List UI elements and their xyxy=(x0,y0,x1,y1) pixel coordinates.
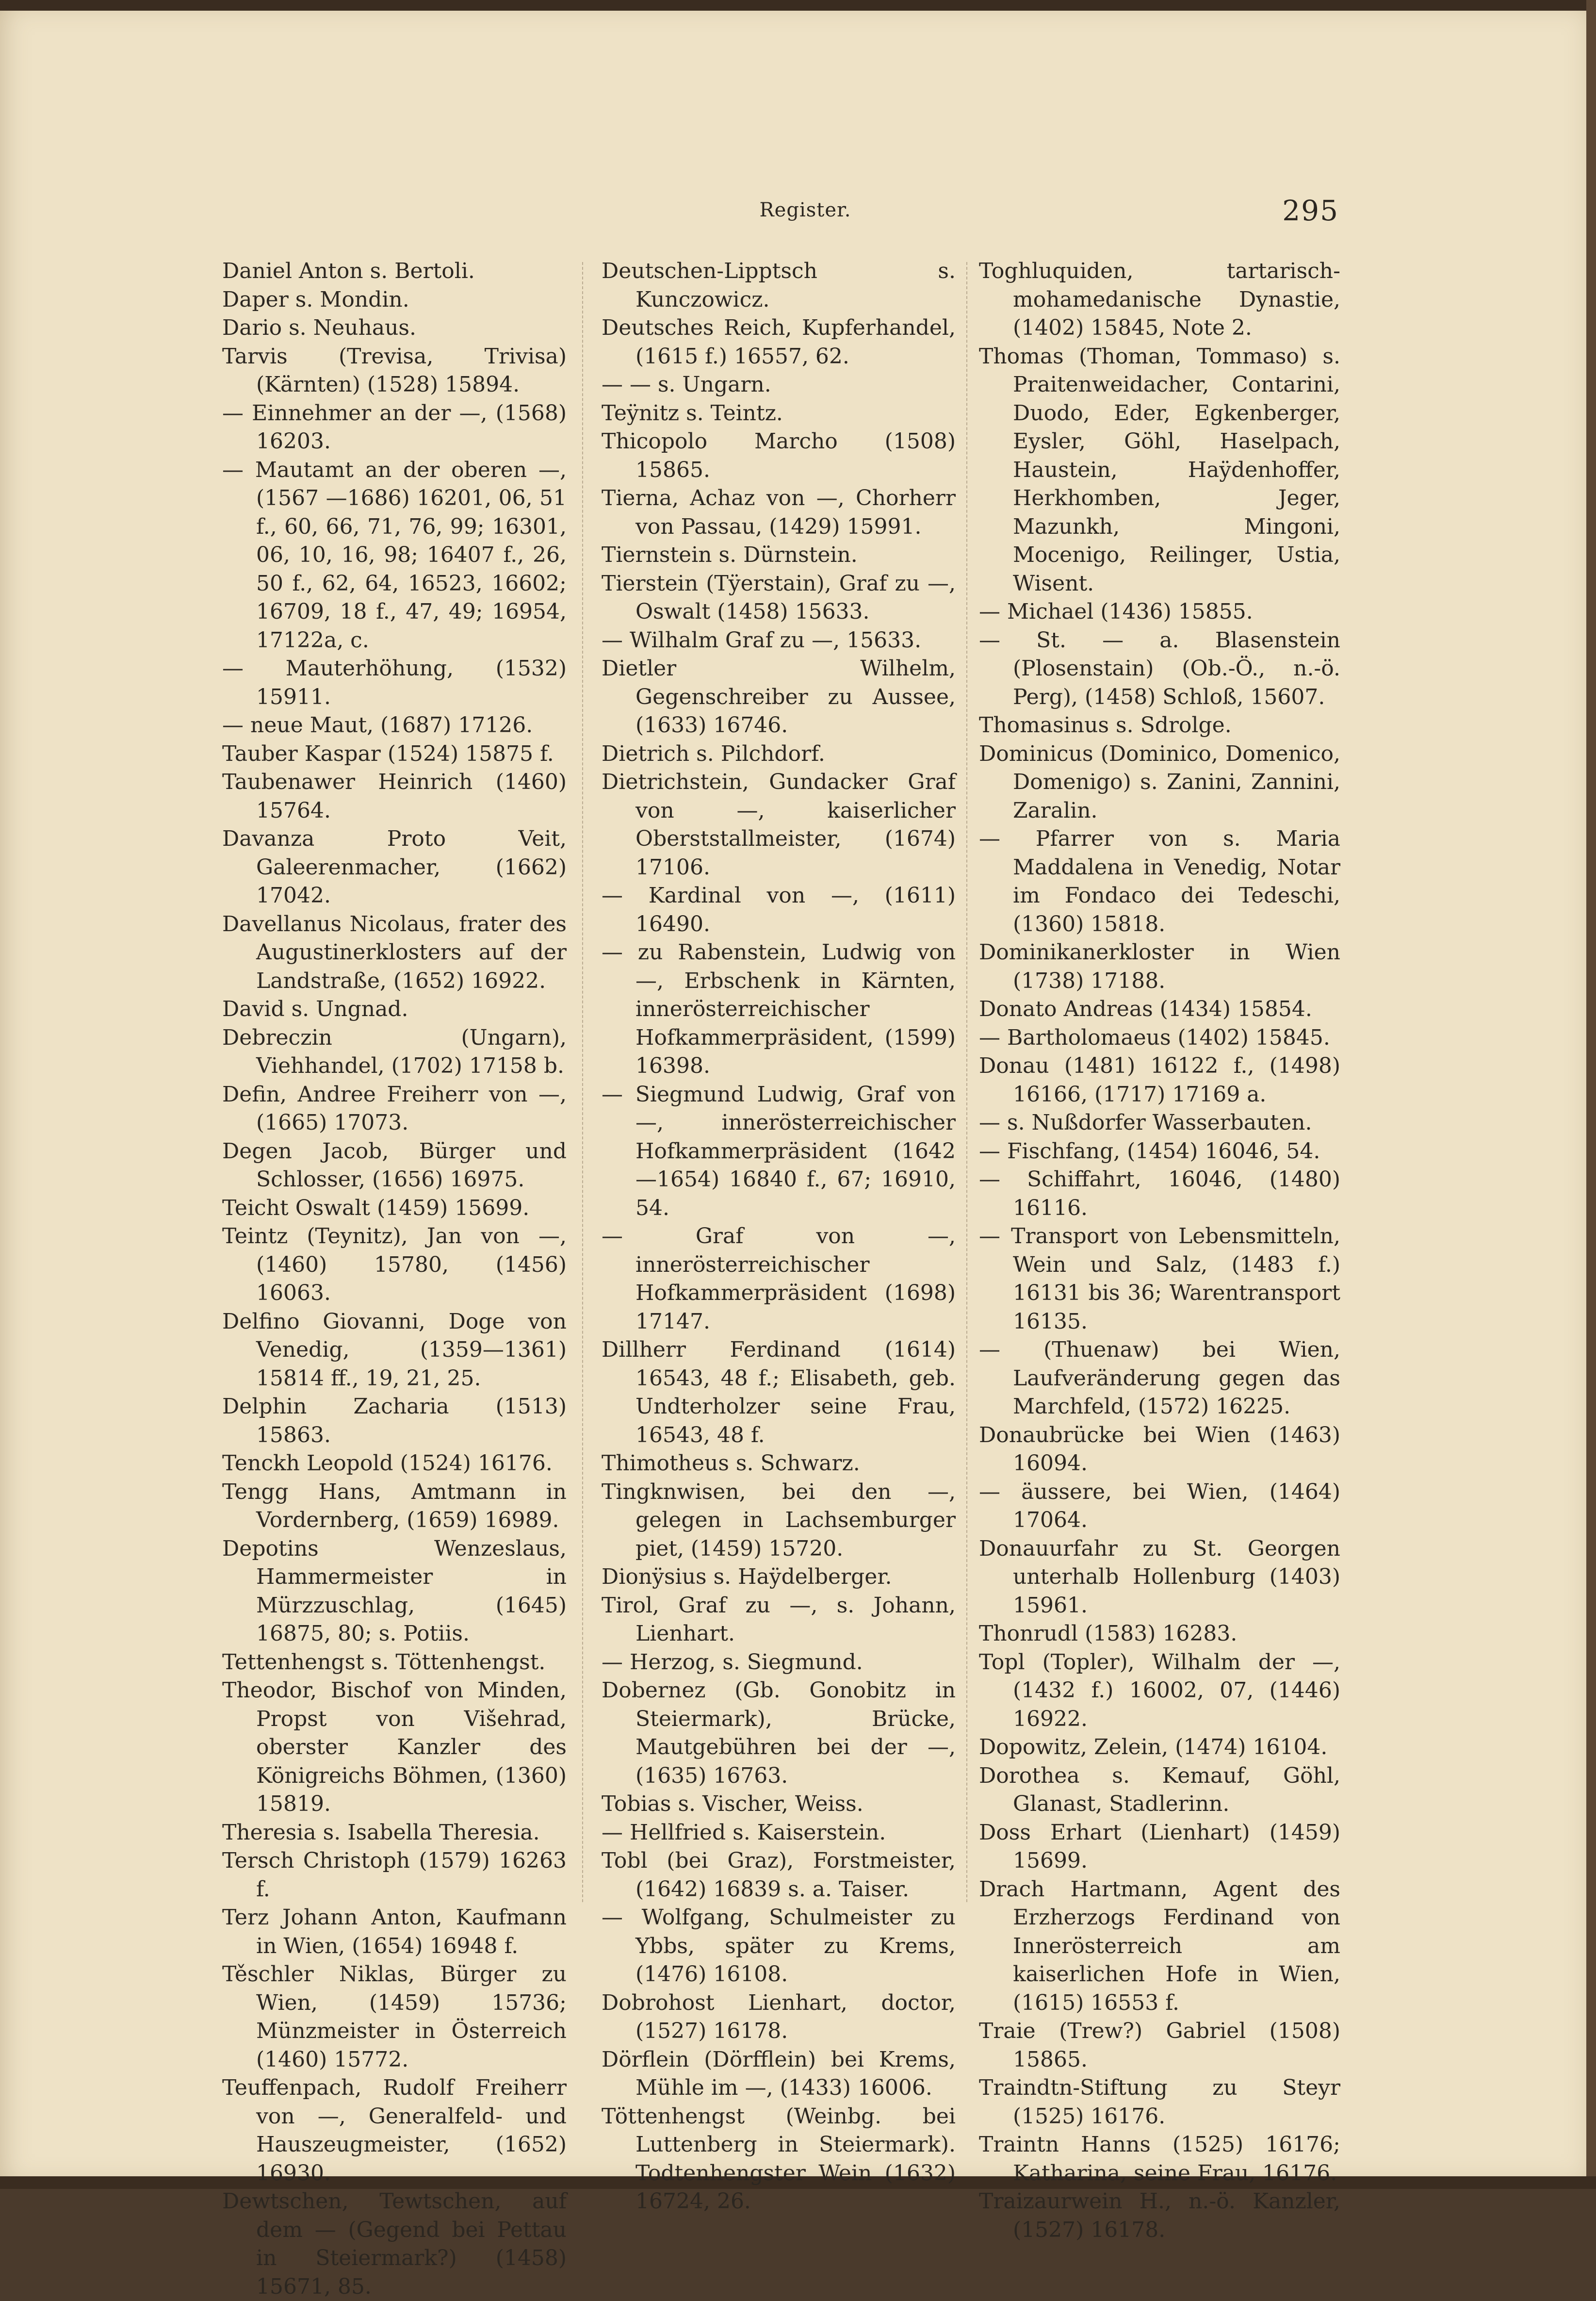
index-entry: Deutsches Reich, Kupferhandel, (1615 f.) 16557, 62. xyxy=(602,315,956,369)
index-entry: Theodor, Bischof von Minden, Propst von Višehrad, oberster Kanzler des Königreichs Böhmen, (1360) 15819. xyxy=(222,1678,567,1816)
index-entry: — Schiffahrt, 16046, (1480) 16116. xyxy=(979,1167,1340,1220)
index-entry: Dobrohost Lienhart, doctor, (1527) 16178. xyxy=(602,1990,956,2043)
index-entry: — Einnehmer an der —, (1568) 16203. xyxy=(222,400,567,454)
index-entry: Tauber Kaspar (1524) 15875 f. xyxy=(222,741,554,766)
index-entry: Tersch Christoph (1579) 16263 f. xyxy=(222,1848,567,1902)
index-entry: Dietrich s. Pilchdorf. xyxy=(602,741,825,766)
index-entry: — Transport von Lebensmitteln, Wein und Salz, (1483 f.) 16131 bis 36; Warentransport 16135. xyxy=(979,1224,1340,1334)
index-entry: Thonrudl (1583) 16283. xyxy=(979,1621,1238,1646)
index-entry: Dewtschen, Tewtschen, auf dem — (Gegend bei Pettau in Steiermark?) (1458) 15671, 85. xyxy=(222,2189,567,2299)
index-entry: — Fischfang, (1454) 16046, 54. xyxy=(979,1138,1320,1164)
index-entry: Daper s. Mondin. xyxy=(222,287,409,312)
index-entry: Tiernstein s. Dürnstein. xyxy=(602,542,858,567)
index-entry: Dietler Wilhelm, Gegenschreiber zu Aussee, (1633) 16746. xyxy=(602,656,956,738)
scan-border-right xyxy=(1586,0,1596,2189)
index-column-1 xyxy=(222,257,567,2301)
index-entry: Dobernez (Gb. Gonobitz in Steiermark), Brücke, Mautgebühren bei der —, (1635) 16763. xyxy=(602,1678,956,1788)
index-entry: Depotins Wenzeslaus, Hammermeister in Mürzzuschlag, (1645) 16875, 80; s. Potiis. xyxy=(222,1536,567,1646)
index-entry: Dominicus (Dominico, Domenico, Domenigo) s. Zanini, Zannini, Zaralin. xyxy=(979,741,1340,823)
column-divider xyxy=(582,262,583,1902)
index-entry: Degen Jacob, Bürger und Schlosser, (1656) 16975. xyxy=(222,1138,567,1192)
index-entry: Tierstein (Tÿerstain), Graf zu —, Oswalt (1458) 15633. xyxy=(602,571,956,624)
index-entry: Davellanus Nicolaus, frater des Augustinerklosters auf der Landstraße, (1652) 16922. xyxy=(222,911,567,993)
index-entry: Traintn Hanns (1525) 16176; Katharina, seine Frau, 16176. xyxy=(979,2132,1340,2186)
index-column-3 xyxy=(979,257,1340,2244)
index-entry: Thimotheus s. Schwarz. xyxy=(602,1451,860,1476)
index-column-2 xyxy=(602,257,956,2216)
index-entry: Dominikanerkloster in Wien (1738) 17188. xyxy=(979,940,1340,993)
index-entry: Donato Andreas (1434) 15854. xyxy=(979,997,1312,1021)
index-entry: Tengg Hans, Amtmann in Vordernberg, (1659) 16989. xyxy=(222,1479,567,1532)
index-entry: Traizaurwein H., n.-ö. Kanzler, (1527) 16178. xyxy=(979,2189,1340,2242)
index-entry: Drach Hartmann, Agent des Erzherzogs Ferdinand von Innerösterreich am kaiserlichen Hofe in Wien, (1615) 16553 f. xyxy=(979,1876,1340,2015)
index-entry: Traie (Trew?) Gabriel (1508) 15865. xyxy=(979,2019,1340,2072)
index-entry: — Bartholomaeus (1402) 15845. xyxy=(979,1025,1330,1050)
index-entry: Traindtn-Stiftung zu Steyr (1525) 16176. xyxy=(979,2075,1340,2129)
index-entry: Dorothea s. Kemauf, Göhl, Glanast, Stadlerinn. xyxy=(979,1763,1340,1816)
index-entry: Donau (1481) 16122 f., (1498) 16166, (1717) 17169 a. xyxy=(979,1053,1340,1107)
index-entry: — St. — a. Blasenstein (Plosenstain) (Ob.-Ö., n.-ö. Perg), (1458) Schloß, 15607. xyxy=(979,627,1340,709)
index-entry: — — s. Ungarn. xyxy=(602,372,771,397)
index-entry: Tierna, Achaz von —, Chorherr von Passau, (1429) 15991. xyxy=(602,486,956,539)
index-entry: Donaubrücke bei Wien (1463) 16094. xyxy=(979,1422,1340,1476)
index-entry: Dörflein (Dörfflein) bei Krems, Mühle im —, (1433) 16006. xyxy=(602,2047,956,2100)
column-divider xyxy=(966,262,967,1902)
index-entry: Dillherr Ferdinand (1614) 16543, 48 f.; Elisabeth, geb. Undterholzer seine Frau, 16543, 48 f. xyxy=(602,1337,956,1447)
index-entry: Teÿnitz s. Teintz. xyxy=(602,400,783,426)
index-entry: Defin, Andree Freiherr von —, (1665) 17073. xyxy=(222,1082,567,1135)
index-entry: — Wolfgang, Schulmeister zu Ybbs, später zu Krems, (1476) 16108. xyxy=(602,1905,956,1987)
index-entry: Delphin Zacharia (1513) 15863. xyxy=(222,1394,567,1447)
index-entry: Topl (Topler), Wilhalm der —, (1432 f.) 16002, 07, (1446) 16922. xyxy=(979,1649,1340,1731)
index-entry: — neue Maut, (1687) 17126. xyxy=(222,713,533,738)
index-entry: Deutschen-Lipptsch s. Kunczowicz. xyxy=(602,259,956,312)
running-head: Register. xyxy=(759,199,851,221)
index-entry: — (Thuenaw) bei Wien, Laufveränderung gegen das Marchfeld, (1572) 16225. xyxy=(979,1337,1340,1419)
index-entry: Tarvis (Trevisa, Trivisa) (Kärnten) (1528) 15894. xyxy=(222,344,567,397)
index-entry: Daniel Anton s. Bertoli. xyxy=(222,259,475,283)
index-entry: — Herzog, s. Siegmund. xyxy=(602,1649,863,1675)
index-entry: Dietrichstein, Gundacker Graf von —, kaiserlicher Oberststallmeister, (1674) 17106. xyxy=(602,770,956,880)
index-entry: Dopowitz, Zelein, (1474) 16104. xyxy=(979,1735,1328,1759)
index-entry: — s. Nußdorfer Wasserbauten. xyxy=(979,1110,1312,1135)
index-entry: Tobl (bei Graz), Forstmeister, (1642) 16839 s. a. Taiser. xyxy=(602,1848,956,1902)
index-entry: — Michael (1436) 15855. xyxy=(979,599,1253,624)
index-entry: Tenckh Leopold (1524) 16176. xyxy=(222,1451,553,1476)
index-entry: Taubenawer Heinrich (1460) 15764. xyxy=(222,770,567,823)
index-entry: Thicopolo Marcho (1508) 15865. xyxy=(602,429,956,482)
index-entry: — Graf von —, innerösterreichischer Hofkammerpräsident (1698) 17147. xyxy=(602,1224,956,1334)
index-entry: Tettenhengst s. Töttenhengst. xyxy=(222,1649,546,1675)
index-entry: — Kardinal von —, (1611) 16490. xyxy=(602,883,956,937)
index-entry: Tingknwisen, bei den —, gelegen in Lachsemburger piet, (1459) 15720. xyxy=(602,1479,956,1561)
index-entry: — zu Rabenstein, Ludwig von —, Erbschenk in Kärnten, innerösterreichischer Hofkammerpräsident, (1599) 16398. xyxy=(602,940,956,1078)
index-entry: Davanza Proto Veit, Galeerenmacher, (1662) 17042. xyxy=(222,826,567,908)
index-entry: Delfino Giovanni, Doge von Venedig, (1359—1361) 15814 ff., 19, 21, 25. xyxy=(222,1309,567,1391)
scan-border-top xyxy=(0,0,1596,11)
index-entry: Těschler Niklas, Bürger zu Wien, (1459) 15736; Münzmeister in Österreich (1460) 15772. xyxy=(222,1962,567,2072)
index-entry: Dario s. Neuhaus. xyxy=(222,315,416,340)
index-entry: Thomas (Thoman, Tommaso) s. Praitenweidacher, Contarini, Duodo, Eder, Egkenberger, Eysler, Göhl, Haselpach, Haustein, Haÿdenhoffer, Herkhomben, Jeger, Mazunkh, Mingoni, Mocenigo, Reilinger, Ustia, Wisent. xyxy=(979,344,1340,596)
index-entry: Theresia s. Isabella Theresia. xyxy=(222,1820,540,1845)
index-entry: Tobias s. Vischer, Weiss. xyxy=(602,1791,863,1816)
index-entry: — Siegmund Ludwig, Graf von —, innerösterreichischer Hofkammerpräsident (1642—1654) 16840 f., 67; 16910, 54. xyxy=(602,1082,956,1220)
index-entry: — Mautamt an der oberen —, (1567 —1686) 16201, 06, 51 f., 60, 66, 71, 76, 99; 16301, 06, 10, 16, 98; 16407 f., 26, 50 f., 62, 64, 16523, 16602; 16709, 18 f., 47, 49; 16954, 17122a, c. xyxy=(222,457,567,653)
index-entry: Teintz (Teynitz), Jan von —, (1460) 15780, (1456) 16063. xyxy=(222,1224,567,1305)
index-entry: Terz Johann Anton, Kaufmann in Wien, (1654) 16948 f. xyxy=(222,1905,567,1958)
index-entry: Donauurfahr zu St. Georgen unterhalb Hollenburg (1403) 15961. xyxy=(979,1536,1340,1618)
page-number: 295 xyxy=(1282,194,1339,227)
index-entry: — Pfarrer von s. Maria Maddalena in Venedig, Notar im Fondaco dei Tedeschi, (1360) 15818. xyxy=(979,826,1340,937)
index-entry: Debreczin (Ungarn), Viehhandel, (1702) 17158 b. xyxy=(222,1025,567,1078)
index-entry: — äussere, bei Wien, (1464) 17064. xyxy=(979,1479,1340,1532)
index-entry: — Hellfried s. Kaiserstein. xyxy=(602,1820,886,1845)
index-entry: Doss Erhart (Lienhart) (1459) 15699. xyxy=(979,1820,1340,1873)
index-entry: Dionÿsius s. Haÿdelberger. xyxy=(602,1564,892,1589)
index-entry: Teicht Oswalt (1459) 15699. xyxy=(222,1195,530,1220)
index-entry: — Wilhalm Graf zu —, 15633. xyxy=(602,627,922,653)
index-entry: David s. Ungnad. xyxy=(222,997,408,1021)
index-entry: — Mauterhöhung, (1532) 15911. xyxy=(222,656,567,709)
index-entry: Tirol, Graf zu —, s. Johann, Lienhart. xyxy=(602,1593,956,1646)
index-entry: Töttenhengst (Weinbg. bei Luttenberg in Steiermark). Todtenhengster Wein (1632) 16724, 26. xyxy=(602,2104,956,2214)
index-entry: Teuffenpach, Rudolf Freiherr von —, Generalfeld- und Hauszeugmeister, (1652) 16930. xyxy=(222,2075,567,2186)
index-entry: Toghluquiden, tartarisch-mohamedanische Dynastie, (1402) 15845, Note 2. xyxy=(979,259,1340,340)
index-entry: Thomasinus s. Sdrolge. xyxy=(979,713,1232,738)
